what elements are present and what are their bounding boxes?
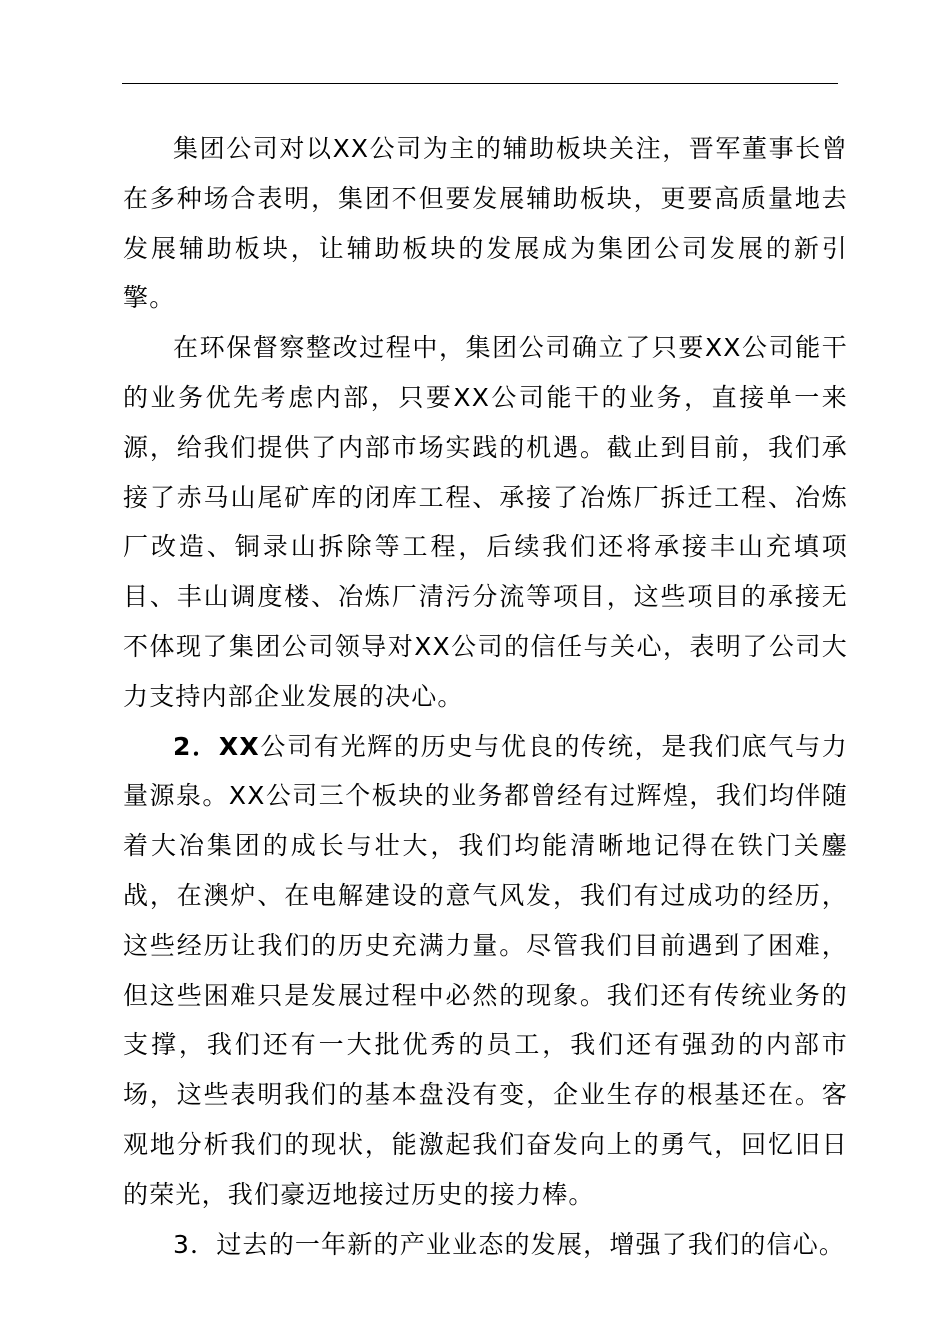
- paragraph-3-text: 公司有光辉的历史与优良的传统，是我们底气与力量源泉。XX公司三个板块的业务都曾经有过辉煌，我们均伴随着大冶集团的成长与壮大，我们均能清晰地记得在铁门关鏖战，在澳炉、在电解建设的意气风发，我们有过成功的经历，这些经历让我们的历史充满力量。尽管我们目前遇到了困难，但这些困难只是发展过程中必然的现象。我们还有传统业务的支撑，我们还有一大批优秀的员工，我们还有强劲的内部市场，这些表明我们的基本盘没有变，企业生存的根基还在。客观地分析我们的现状，能激起我们奋发向上的勇气，回忆旧日的荣光，我们豪迈地接过历史的接力棒。: [123, 731, 849, 1209]
- paragraph-4: [123, 1220, 848, 1270]
- paragraph-4-number: 3．: [173, 1229, 217, 1259]
- paragraph-1: [123, 124, 848, 323]
- paragraph-3-lead: XX: [218, 731, 260, 761]
- paragraph-3-number: 2．: [173, 731, 219, 761]
- paragraph-2-text: 在环保督察整改过程中，集团公司确立了只要XX公司能干的业务优先考虑内部，只要XX公司能干的业务，直接单一来源，给我们提供了内部市场实践的机遇。截止到目前，我们承接了赤马山尾矿库的闭库工程、承接了冶炼厂拆迁工程、冶炼厂改造、铜录山拆除等工程，后续我们还将承接丰山充填项目、丰山调度楼、冶炼厂清污分流等项目，这些项目的承接无不体现了集团公司领导对XX公司的信任与关心，表明了公司大力支持内部企业发展的决心。: [123, 333, 848, 711]
- paragraph-2: [123, 323, 848, 721]
- paragraph-1-text: 集团公司对以XX公司为主的辅助板块关注，晋军董事长曾在多种场合表明，集团不但要发展辅助板块，更要高质量地去发展辅助板块，让辅助板块的发展成为集团公司发展的新引擎。: [123, 134, 848, 313]
- header-rule: [122, 83, 838, 84]
- paragraph-3: [123, 722, 848, 1220]
- document-body: [123, 124, 848, 1269]
- paragraph-4-text: 过去的一年新的产业业态的发展，增强了我们的信心。: [216, 1229, 846, 1259]
